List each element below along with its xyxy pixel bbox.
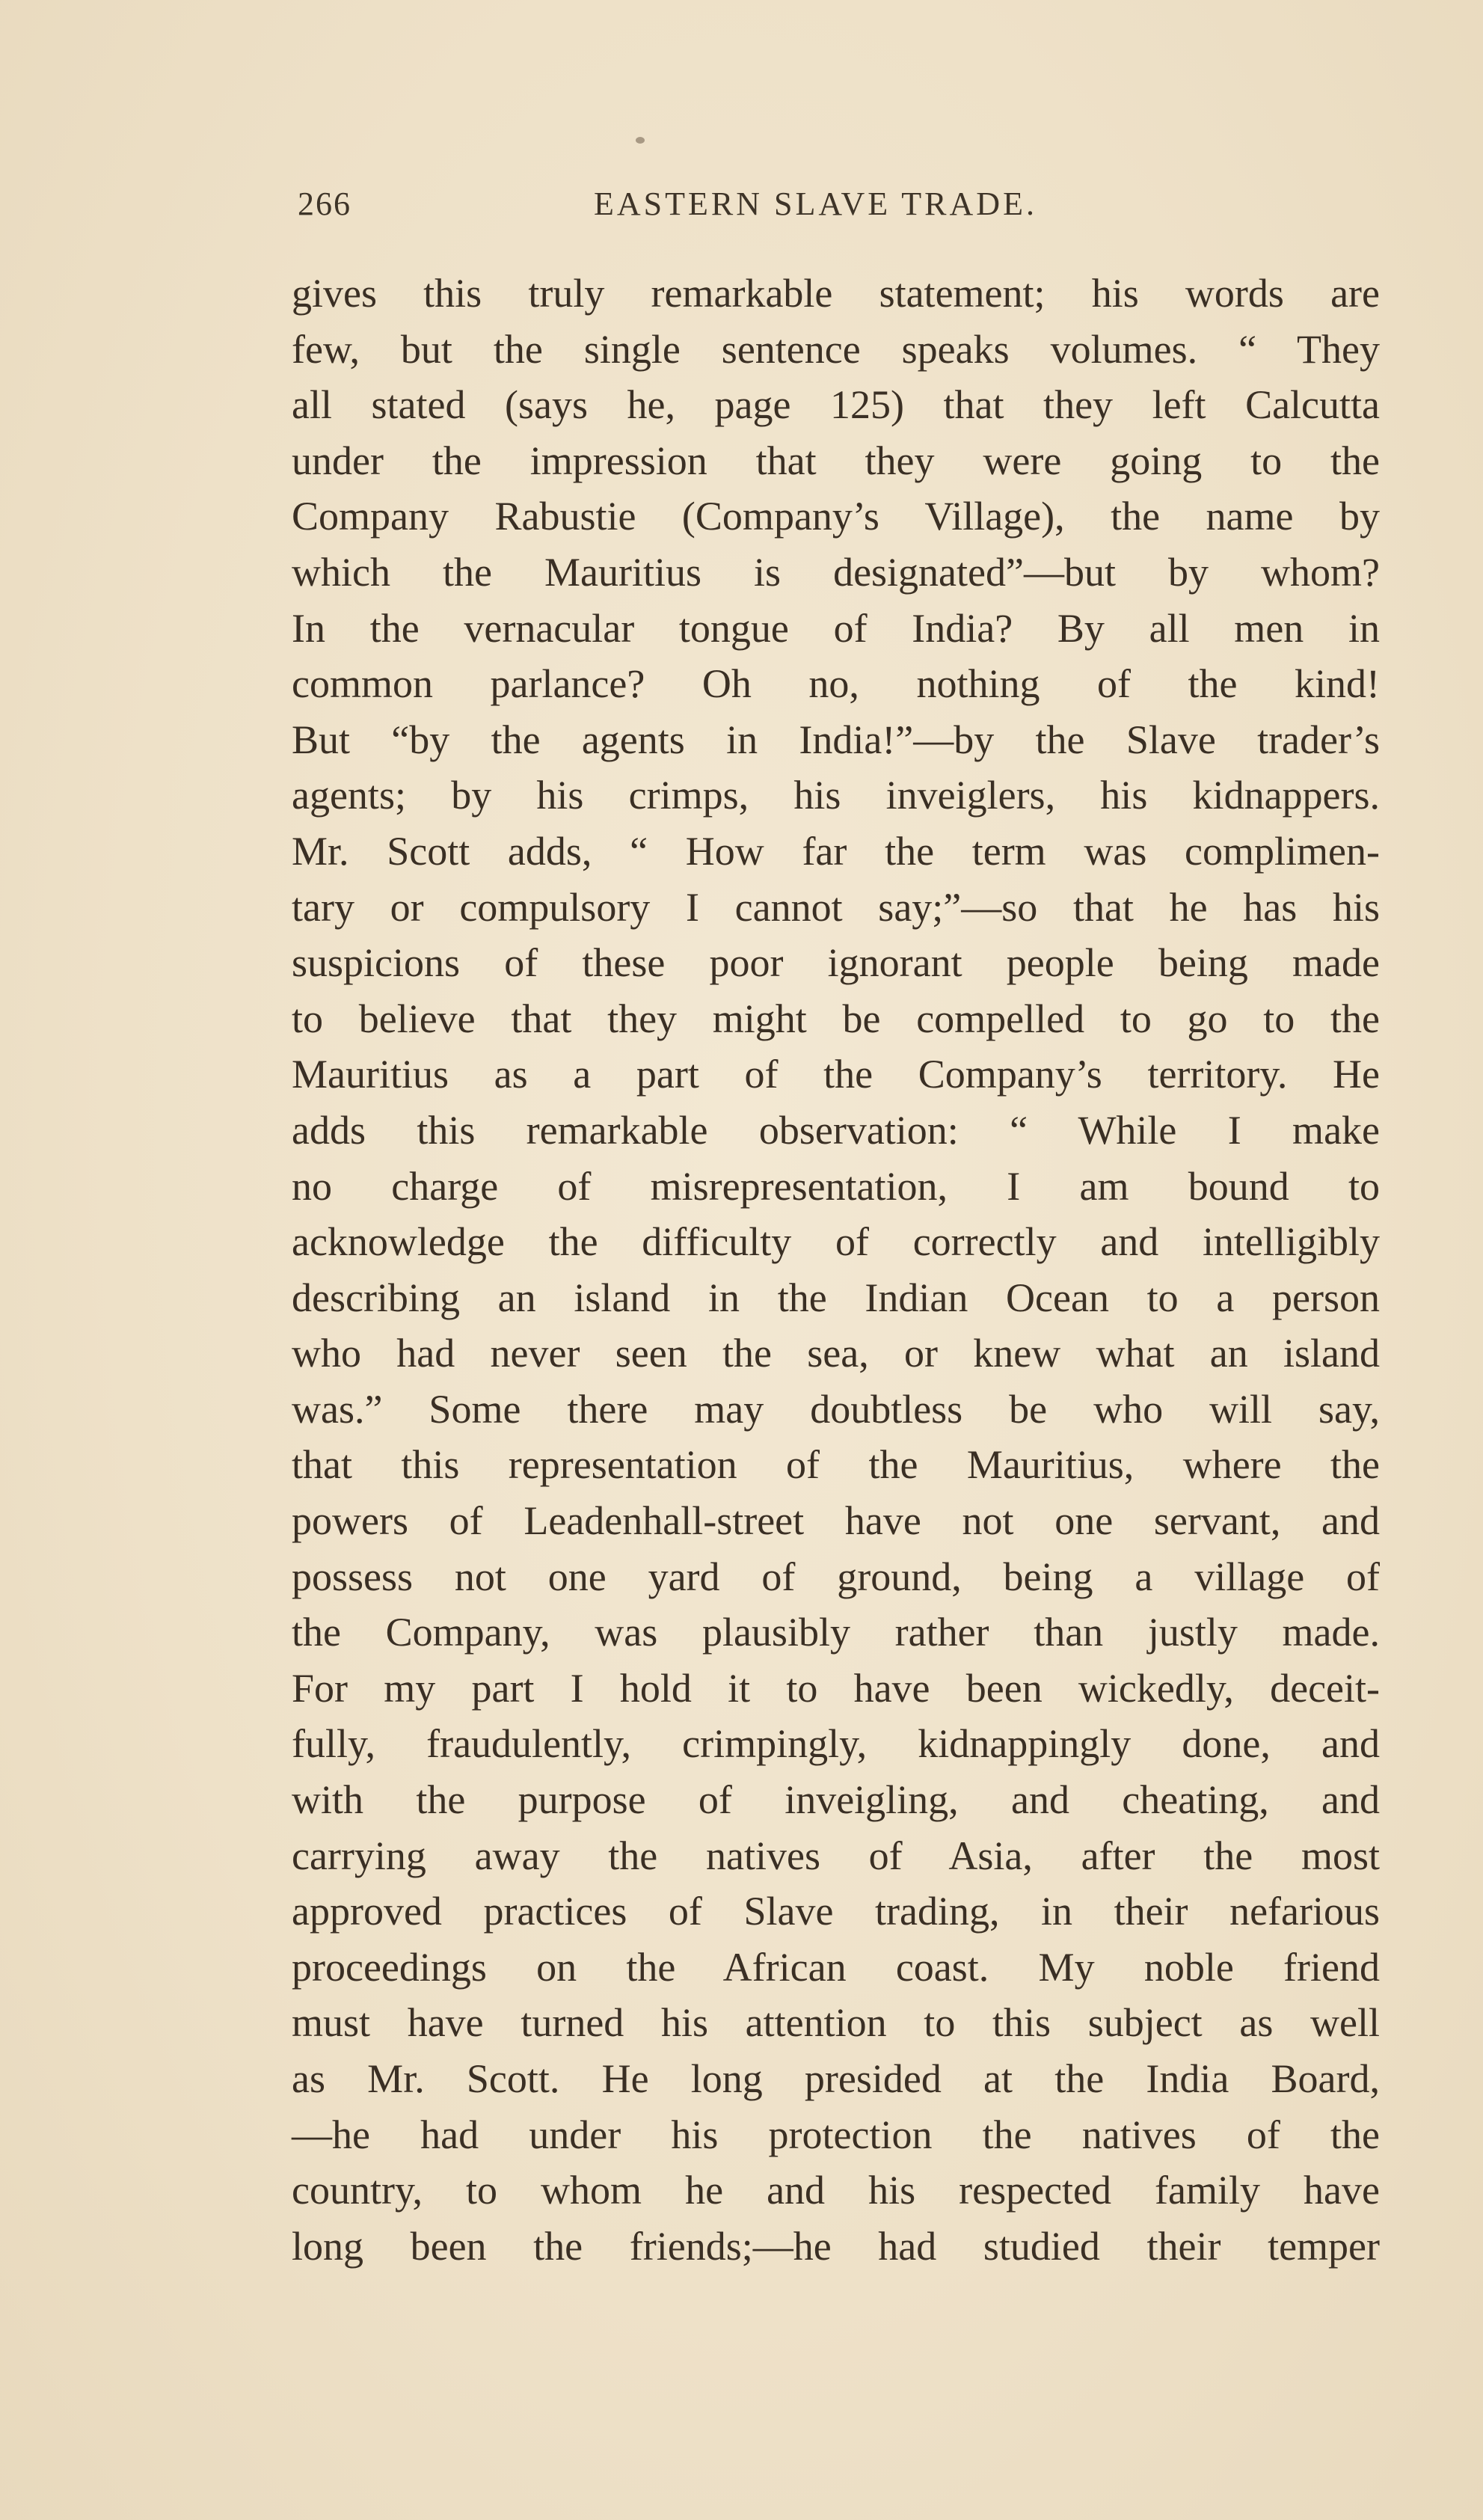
text-line: all stated (says he, page 125) that they left Calcutta: [292, 382, 1380, 428]
text-line: acknowledge the difficulty of correctly and intelligibly: [292, 1219, 1380, 1265]
text-line: agents; by his crimps, his inveiglers, his kidnappers.: [292, 773, 1380, 818]
text-line: was.” Some there may doubtless be who will say,: [292, 1386, 1380, 1432]
text-line: proceedings on the African coast. My noble friend: [292, 1944, 1380, 1990]
text-line: possess not one yard of ground, being a village of: [292, 1554, 1380, 1599]
text-line: common parlance? Oh no, nothing of the kind!: [292, 661, 1380, 707]
text-line: carrying away the natives of Asia, after the most: [292, 1833, 1380, 1878]
page-number: 266: [298, 186, 351, 222]
text-line: But “by the agents in India!”—by the Slave trader’s: [292, 717, 1380, 762]
text-line: the Company, was plausibly rather than justly made.: [292, 1610, 1380, 1655]
text-line: approved practices of Slave trading, in their nefarious: [292, 1889, 1380, 1934]
text-line: long been the friends;—he had studied their temper: [292, 2223, 1380, 2269]
text-line: Mauritius as a part of the Company’s territory. He: [292, 1052, 1380, 1097]
text-line: In the vernacular tongue of India? By all men in: [292, 605, 1380, 651]
text-line: as Mr. Scott. He long presided at the India Board,: [292, 2056, 1380, 2101]
text-line: with the purpose of inveigling, and cheating, and: [292, 1777, 1380, 1823]
text-line: to believe that they might be compelled to go to the: [292, 996, 1380, 1041]
text-line: Company Rabustie (Company’s Village), the name by: [292, 494, 1380, 539]
text-line: who had never seen the sea, or knew what an island: [292, 1331, 1380, 1376]
text-line: gives this truly remarkable statement; his words are: [292, 271, 1380, 316]
body-text: [292, 266, 1380, 2274]
text-line: country, to whom he and his respected family have: [292, 2168, 1380, 2213]
ink-speck: [636, 137, 645, 144]
text-line: tary or compulsory I cannot say;”—so that he has his: [292, 884, 1380, 930]
text-line: Mr. Scott adds, “ How far the term was complimen-: [292, 828, 1380, 874]
running-title: EASTERN SLAVE TRADE.: [594, 186, 1037, 222]
text-line: which the Mauritius is designated”—but by whom?: [292, 549, 1380, 595]
text-line: suspicions of these poor ignorant people being made: [292, 940, 1380, 986]
text-line: must have turned his attention to this subject as well: [292, 2000, 1380, 2046]
text-line: —he had under his protection the natives of the: [292, 2112, 1380, 2157]
text-line: describing an island in the Indian Ocean to a person: [292, 1275, 1380, 1320]
text-line: few, but the single sentence speaks volumes. “ They: [292, 326, 1380, 372]
text-line: no charge of misrepresentation, I am bound to: [292, 1163, 1380, 1209]
text-line: under the impression that they were going to the: [292, 438, 1380, 483]
running-head: [298, 185, 1375, 230]
text-line: adds this remarkable observation: “ While I make: [292, 1107, 1380, 1153]
text-line: fully, fraudulently, crimpingly, kidnappingly done, and: [292, 1721, 1380, 1767]
text-line: that this representation of the Mauritius, where the: [292, 1442, 1380, 1488]
text-line: For my part I hold it to have been wickedly, deceit-: [292, 1665, 1380, 1711]
text-line: powers of Leadenhall-street have not one servant, and: [292, 1498, 1380, 1544]
